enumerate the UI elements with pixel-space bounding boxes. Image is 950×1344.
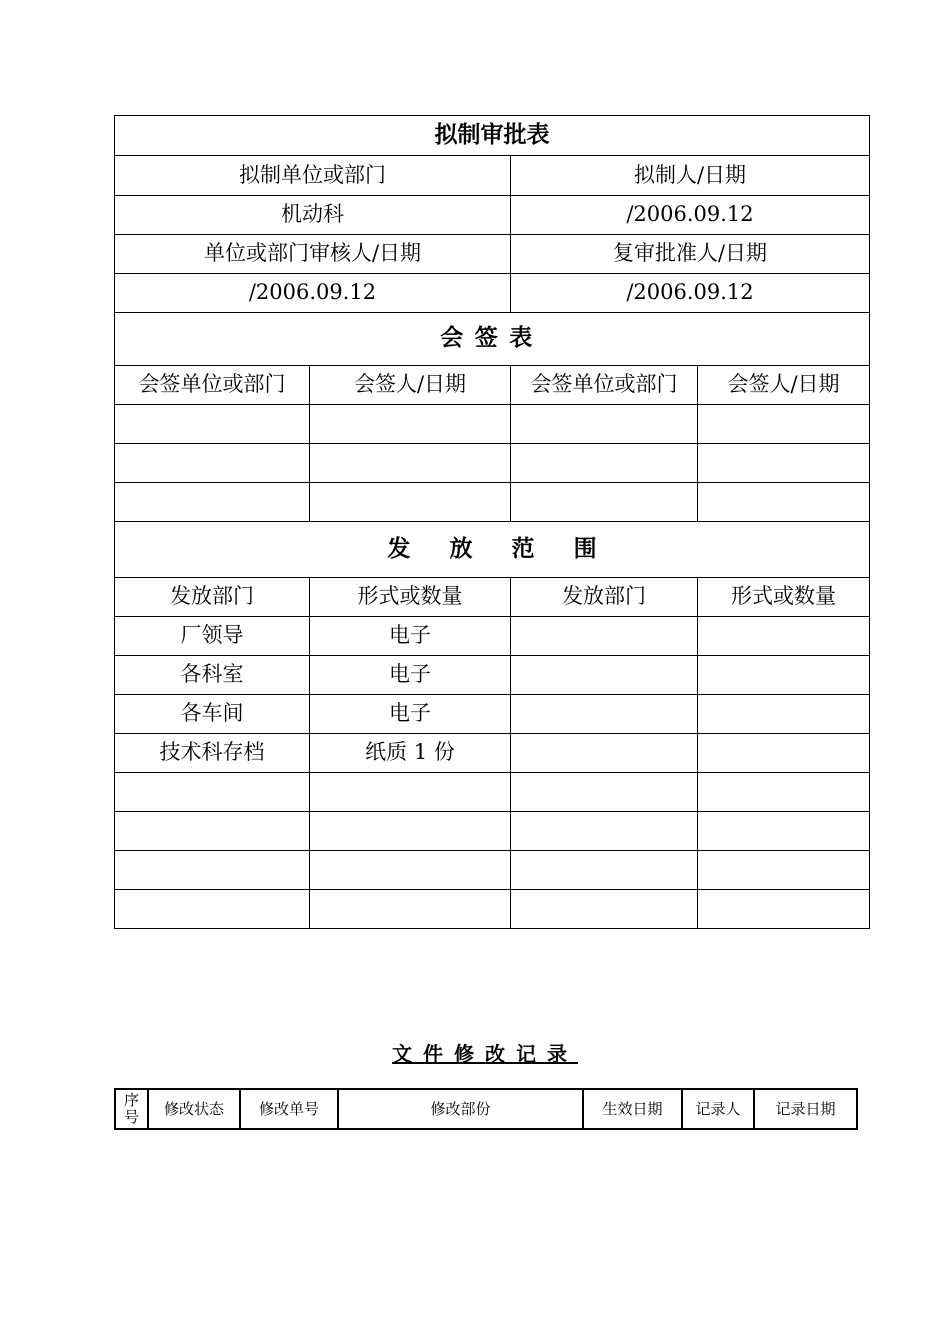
header-recorder: 记录人 (682, 1089, 754, 1129)
countersign-cell (698, 483, 870, 522)
countersign-cell (698, 444, 870, 483)
distribution-dept: 技术科存档 (115, 734, 310, 773)
countersign-cell (310, 444, 511, 483)
header-modification-status: 修改状态 (148, 1089, 240, 1129)
distribution-cell (698, 695, 870, 734)
distribution-cell (698, 617, 870, 656)
header-sequence-no: 序号 (115, 1089, 148, 1129)
distribution-form: 纸质 1 份 (310, 734, 511, 773)
modification-record-title (114, 1038, 856, 1067)
reviewer-date-value: /2006.09.12 (115, 274, 511, 313)
distribution-cell (698, 656, 870, 695)
countersign-header-person-2: 会签人/日期 (698, 366, 870, 405)
countersign-cell (310, 483, 511, 522)
distribution-cell (511, 851, 698, 890)
distribution-header-form-1: 形式或数量 (310, 578, 511, 617)
drafting-unit-header: 拟制单位或部门 (115, 156, 511, 196)
distribution-cell (115, 890, 310, 929)
distribution-cell (310, 773, 511, 812)
distribution-title: 发放范围 (115, 522, 870, 578)
distribution-cell (698, 812, 870, 851)
distribution-cell (115, 773, 310, 812)
header-effective-date: 生效日期 (583, 1089, 682, 1129)
countersign-cell (310, 405, 511, 444)
countersign-title: 会签表 (115, 313, 870, 366)
distribution-cell (115, 812, 310, 851)
distribution-cell (511, 656, 698, 695)
header-modification-order-no: 修改单号 (240, 1089, 338, 1129)
reviewer-header: 单位或部门审核人/日期 (115, 235, 511, 274)
countersign-cell (115, 405, 310, 444)
distribution-cell (310, 890, 511, 929)
countersign-cell (698, 405, 870, 444)
distribution-form: 电子 (310, 656, 511, 695)
distribution-cell (511, 812, 698, 851)
distribution-cell (310, 851, 511, 890)
countersign-cell (511, 405, 698, 444)
approval-form-table (114, 115, 870, 929)
distribution-cell (698, 851, 870, 890)
distribution-header-dept-2: 发放部门 (511, 578, 698, 617)
distribution-cell (698, 734, 870, 773)
distribution-dept: 各车间 (115, 695, 310, 734)
distribution-cell (511, 617, 698, 656)
countersign-cell (511, 444, 698, 483)
distribution-form: 电子 (310, 695, 511, 734)
approval-table-title: 拟制审批表 (115, 116, 870, 156)
countersign-header-unit-2: 会签单位或部门 (511, 366, 698, 405)
modification-record-title-text: 文件修改记录 (392, 1042, 578, 1066)
distribution-cell (511, 734, 698, 773)
distribution-cell (698, 773, 870, 812)
distribution-cell (698, 890, 870, 929)
header-modified-part: 修改部份 (338, 1089, 583, 1129)
approver-date-value: /2006.09.12 (511, 274, 870, 313)
distribution-header-dept-1: 发放部门 (115, 578, 310, 617)
distribution-cell (115, 851, 310, 890)
countersign-cell (115, 444, 310, 483)
header-record-date: 记录日期 (754, 1089, 857, 1129)
countersign-cell (115, 483, 310, 522)
distribution-header-form-2: 形式或数量 (698, 578, 870, 617)
distribution-cell (511, 890, 698, 929)
distribution-form: 电子 (310, 617, 511, 656)
approver-header: 复审批准人/日期 (511, 235, 870, 274)
countersign-header-unit-1: 会签单位或部门 (115, 366, 310, 405)
distribution-cell (511, 695, 698, 734)
drafter-header: 拟制人/日期 (511, 156, 870, 196)
drafter-date-value: /2006.09.12 (511, 196, 870, 235)
countersign-cell (511, 483, 698, 522)
distribution-cell (511, 773, 698, 812)
modification-record-table (114, 1088, 858, 1130)
distribution-cell (310, 812, 511, 851)
distribution-dept: 各科室 (115, 656, 310, 695)
countersign-header-person-1: 会签人/日期 (310, 366, 511, 405)
distribution-dept: 厂领导 (115, 617, 310, 656)
drafting-unit-value: 机动科 (115, 196, 511, 235)
